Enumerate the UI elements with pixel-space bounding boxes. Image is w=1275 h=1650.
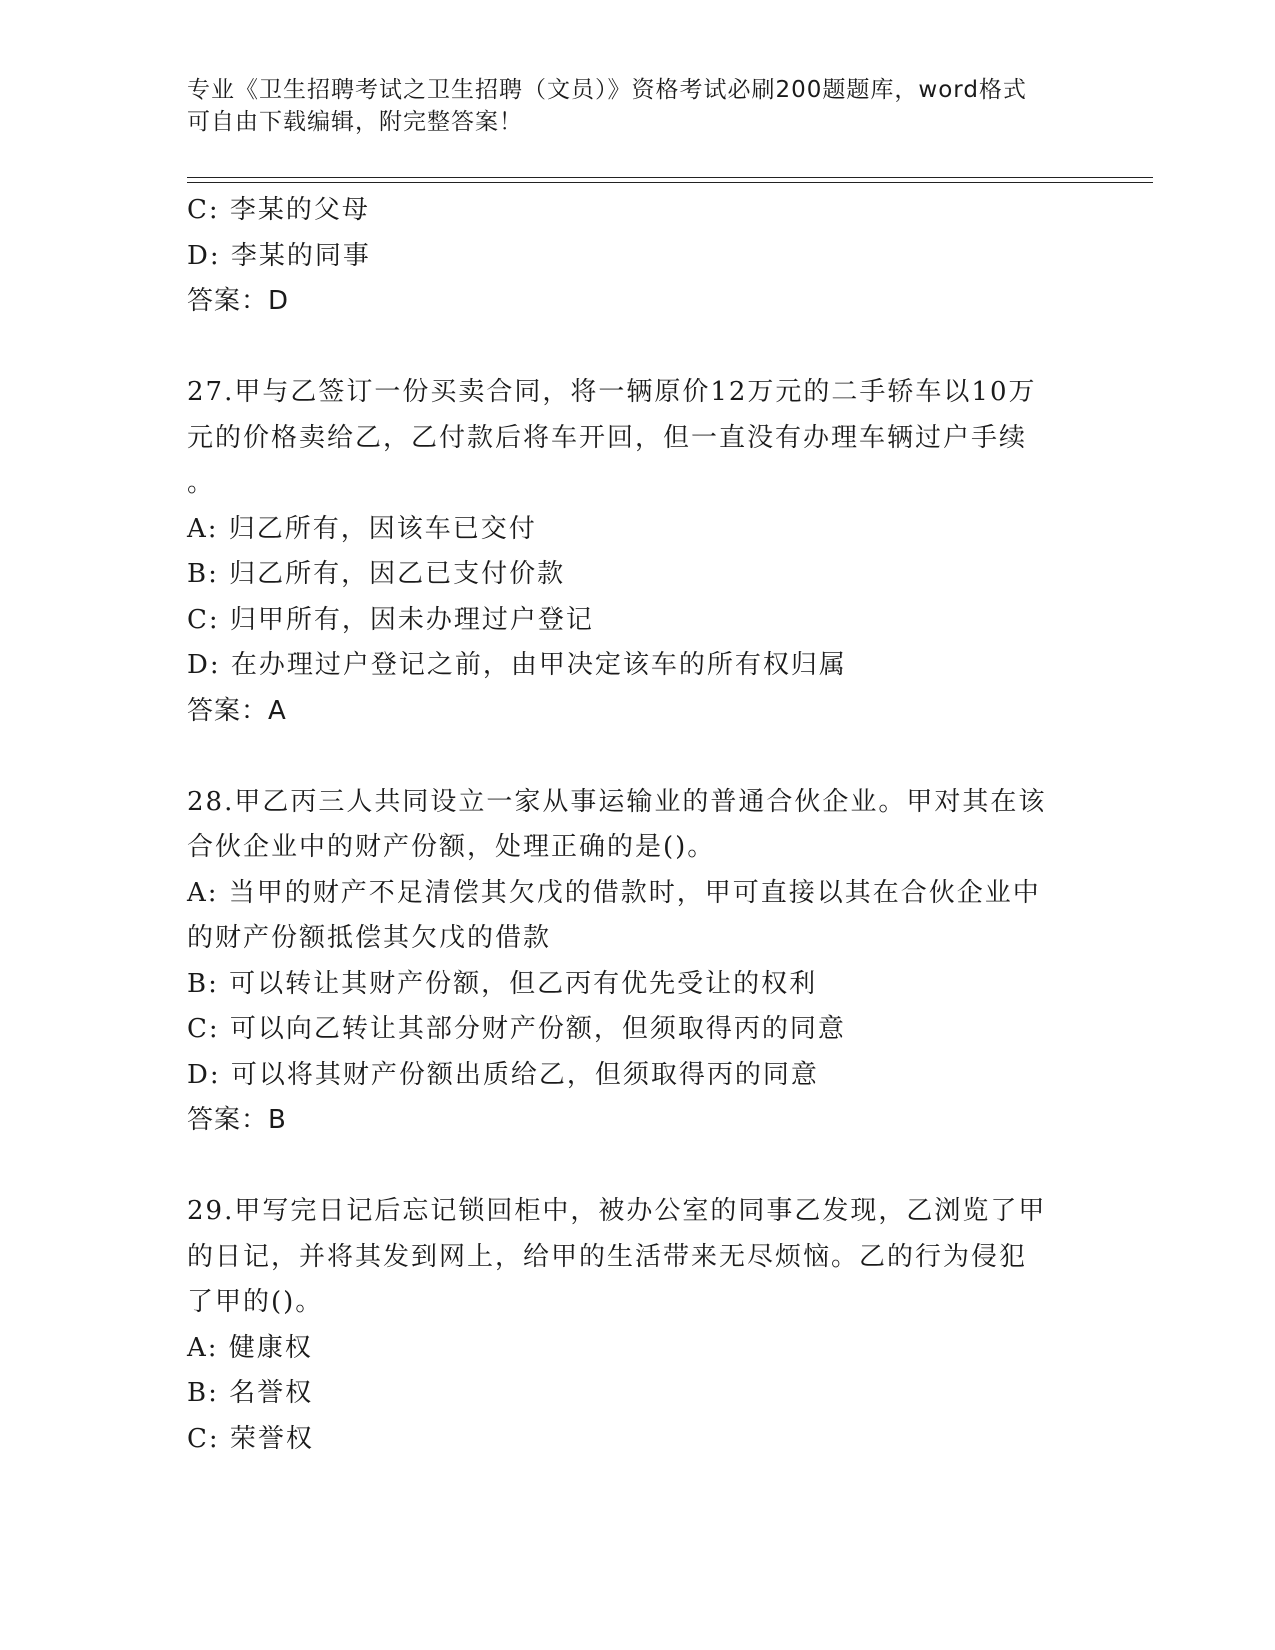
answer-line: 答案：D xyxy=(187,286,290,316)
option-c: C: 归甲所有，因未办理过户登记 xyxy=(187,604,594,635)
question-list xyxy=(187,188,1087,1462)
option-a-continued: 的财产份额抵偿其欠戊的借款 xyxy=(187,923,552,953)
answer-line: 答案：A xyxy=(187,695,287,726)
option-a: A: 健康权 xyxy=(187,1332,313,1363)
question-26-tail xyxy=(187,188,1087,325)
answer-line: 答案：B xyxy=(187,1105,287,1135)
question-stem: 合伙企业中的财产份额，处理正确的是()。 xyxy=(187,832,716,862)
option-c: C: 荣誉权 xyxy=(187,1423,314,1454)
option-a: A: 归乙所有，因该车已交付 xyxy=(187,513,537,544)
header-divider-bottom xyxy=(187,182,1153,183)
question-stem: 元的价格卖给乙，乙付款后将车开回，但一直没有办理车辆过户手续 xyxy=(187,422,1028,453)
option-b: B: 名誉权 xyxy=(187,1378,314,1408)
option-b: B: 可以转让其财产份额，但乙丙有优先受让的权利 xyxy=(187,968,818,999)
header-divider-top xyxy=(187,177,1153,178)
header-line-2: 可自由下载编辑，附完整答案！ xyxy=(187,109,523,135)
question-stem: 28.甲乙丙三人共同设立一家从事运输业的普通合伙企业。甲对其在该 xyxy=(187,786,1047,817)
spacer xyxy=(187,734,1087,780)
question-28 xyxy=(187,780,1087,1144)
option-b: B: 归乙所有，因乙已支付价款 xyxy=(187,559,566,589)
option-d: D: 李某的同事 xyxy=(187,240,371,271)
spacer xyxy=(187,1144,1087,1190)
option-d: D: 可以将其财产份额出质给乙，但须取得丙的同意 xyxy=(187,1059,819,1090)
document-header xyxy=(187,74,1067,138)
spacer xyxy=(187,325,1087,371)
question-27 xyxy=(187,370,1087,734)
header-line-1: 专业《卫生招聘考试之卫生招聘（文员）》资格考试必刷200题题库，word格式 xyxy=(187,77,1027,103)
question-29 xyxy=(187,1189,1087,1462)
option-c: C: 李某的父母 xyxy=(187,195,370,225)
option-d: D: 在办理过户登记之前，由甲决定该车的所有权归属 xyxy=(187,650,847,680)
option-a: A: 当甲的财产不足清偿其欠戊的借款时，甲可直接以其在合伙企业中 xyxy=(187,877,1041,908)
question-stem: 了甲的()。 xyxy=(187,1287,324,1317)
question-stem: 27.甲与乙签订一份买卖合同，将一辆原价12万元的二手轿车以10万 xyxy=(187,377,1037,407)
option-c: C: 可以向乙转让其部分财产份额，但须取得丙的同意 xyxy=(187,1014,846,1044)
question-stem: 。 xyxy=(187,468,216,498)
question-stem: 29.甲写完日记后忘记锁回柜中，被办公室的同事乙发现，乙浏览了甲 xyxy=(187,1196,1047,1226)
question-stem: 的日记，并将其发到网上，给甲的生活带来无尽烦恼。乙的行为侵犯 xyxy=(187,1241,1028,1272)
